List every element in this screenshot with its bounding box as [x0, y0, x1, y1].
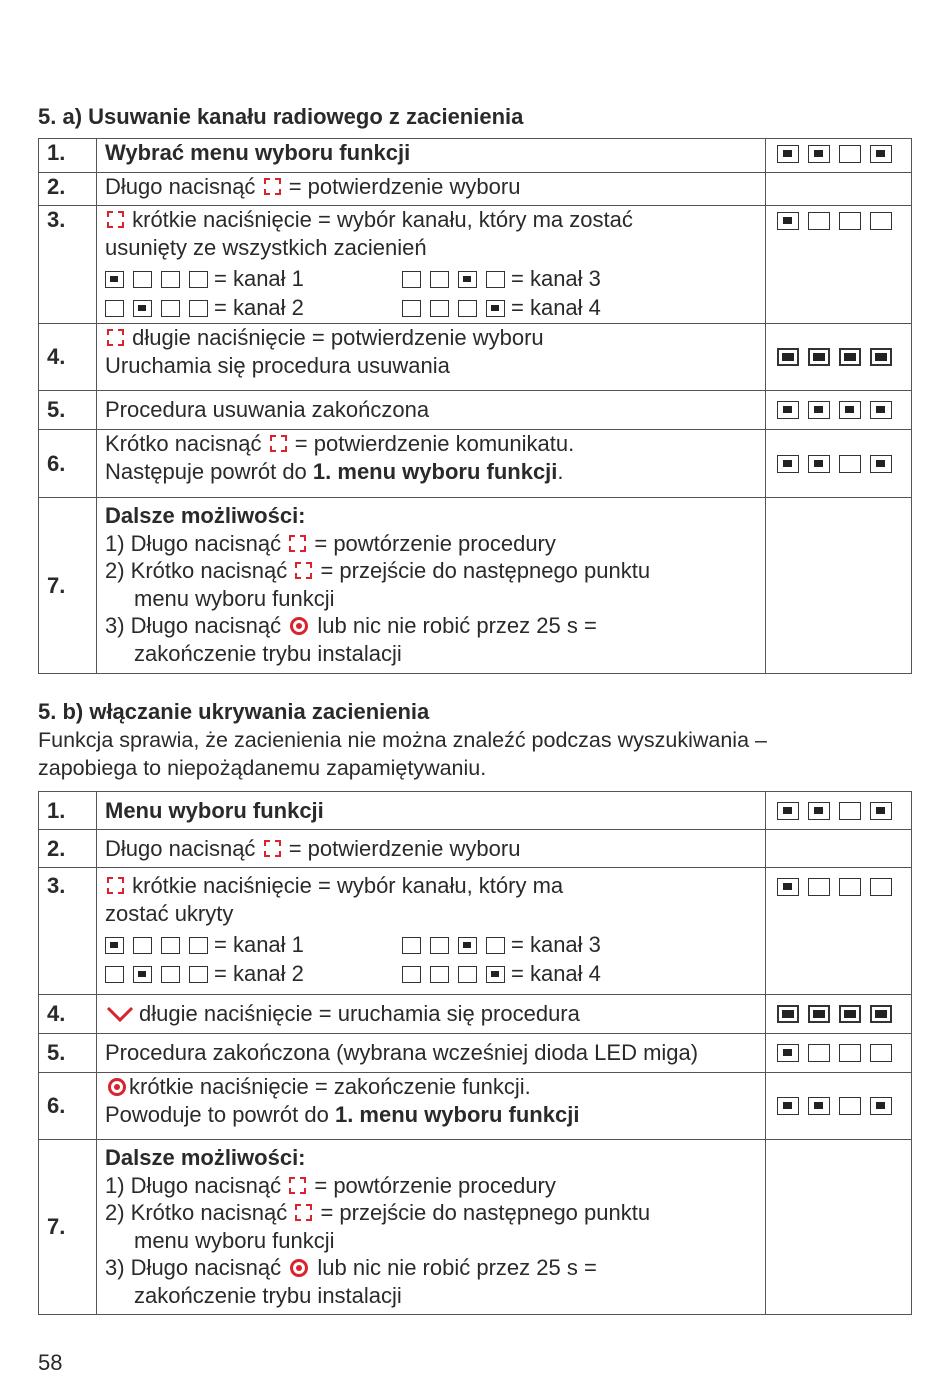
step-text: Długo nacisnąć = potwierdzenie wyboru [97, 830, 766, 868]
step-number: 5. [39, 1034, 97, 1073]
led-on-icon [808, 145, 830, 163]
step-text: Długo nacisnąć = potwierdzenie wyboru [97, 173, 766, 206]
table-row [39, 868, 912, 995]
led-indicator [766, 206, 912, 324]
table-row [39, 324, 912, 391]
table-row [39, 1073, 912, 1140]
select-button-icon [295, 562, 312, 579]
step-number: 6. [39, 1073, 97, 1140]
step-text: Dalsze możliwości: 1) Długo nacisnąć = powtórzenie procedury 2) Krótko nacisnąć = przejście do następnego punktu menu wyboru funkcji 3) Długo nacisnąć lub nic nie robić przez 25 s = zakończenie trybu instalacji [97, 498, 766, 674]
stop-button-icon [108, 1078, 126, 1096]
table-row [39, 995, 912, 1034]
step-text: długie naciśnięcie = uruchamia się procedura [97, 995, 766, 1034]
table-row [39, 139, 912, 173]
led-indicator [766, 173, 912, 206]
page-number: 58 [38, 1350, 63, 1375]
select-button-icon [295, 1204, 312, 1221]
table-row [39, 1140, 912, 1315]
led-indicator [766, 324, 912, 391]
led-indicator [766, 792, 912, 830]
table-row [39, 498, 912, 674]
chevron-down-icon [105, 1003, 135, 1025]
select-button-icon [289, 535, 306, 552]
step-number: 7. [39, 1140, 97, 1315]
channel-map: = kanał 1 = kanał 3 = kanał 2 = kanał 4 [105, 265, 761, 322]
select-button-icon [107, 877, 124, 894]
channel-map: = kanał 1 = kanał 3 = kanał 2 = kanał 4 [105, 931, 761, 988]
table-row [39, 830, 912, 868]
led-indicator [766, 430, 912, 498]
step-text: krótkie naciśnięcie = wybór kanału, który ma zostać usunięty ze wszystkich zacienień = kanał 1 = kanał 3 = kanał 2 = kanał 4 [97, 206, 766, 324]
step-text: długie naciśnięcie = potwierdzenie wyboru Uruchamia się procedura usuwania [97, 324, 766, 391]
led-indicator [766, 1073, 912, 1140]
select-button-icon [264, 840, 281, 857]
step-text: Krótko nacisnąć = potwierdzenie komunikatu. Następuje powrót do 1. menu wyboru funkcji. [97, 430, 766, 498]
step-number: 3. [39, 868, 97, 995]
select-button-icon [270, 435, 287, 452]
step-text: krótkie naciśnięcie = zakończenie funkcji. Powoduje to powrót do 1. menu wyboru funkcji [97, 1073, 766, 1140]
section-b-table [38, 791, 912, 1315]
table-row [39, 206, 912, 324]
section-b-intro-line2: zapobiega to niepożądanemu zapamiętywaniu. [38, 756, 487, 780]
led-on-icon [870, 145, 892, 163]
table-row [39, 792, 912, 830]
step-number: 1. [39, 139, 97, 173]
led-indicator [766, 391, 912, 430]
section-b-intro-line1: Funkcja sprawia, że zacienienia nie można znaleźć podczas wyszukiwania – [38, 728, 767, 752]
stop-button-icon [290, 1259, 308, 1277]
step-text: Wybrać menu wyboru funkcji [97, 139, 766, 173]
step-text: Procedura usuwania zakończona [97, 391, 766, 430]
section-b-title: 5. b) włączanie ukrywania zacienienia [38, 699, 430, 724]
step-number: 4. [39, 995, 97, 1034]
table-row [39, 173, 912, 206]
step-number: 7. [39, 498, 97, 674]
table-row [39, 391, 912, 430]
select-button-icon [264, 178, 281, 195]
led-indicator [766, 139, 912, 173]
section-a-title: 5. a) Usuwanie kanału radiowego z zacienienia [38, 104, 524, 129]
step-text: Procedura zakończona (wybrana wcześniej dioda LED miga) [97, 1034, 766, 1073]
section-a-table [38, 138, 912, 674]
step-number: 2. [39, 173, 97, 206]
table-row [39, 1034, 912, 1073]
step-text: krótkie naciśnięcie = wybór kanału, który ma zostać ukryty = kanał 1 = kanał 3 = kanał 2 = kanał 4 [97, 868, 766, 995]
led-on-icon [777, 145, 799, 163]
led-indicator [766, 830, 912, 868]
led-indicator [766, 995, 912, 1034]
led-off-icon [839, 145, 861, 163]
step-number: 4. [39, 324, 97, 391]
led-indicator [766, 498, 912, 674]
select-button-icon [107, 211, 124, 228]
select-button-icon [107, 329, 124, 346]
step-number: 1. [39, 792, 97, 830]
step-number: 2. [39, 830, 97, 868]
select-button-icon [289, 1177, 306, 1194]
step-number: 6. [39, 430, 97, 498]
step-text: Dalsze możliwości: 1) Długo nacisnąć = powtórzenie procedury 2) Krótko nacisnąć = przejście do następnego punktu menu wyboru funkcji 3) Długo nacisnąć lub nic nie robić przez 25 s = zakończenie trybu instalacji [97, 1140, 766, 1315]
stop-button-icon [290, 617, 308, 635]
led-indicator [766, 868, 912, 995]
led-indicator [766, 1034, 912, 1073]
step-number: 3. [39, 206, 97, 324]
step-number: 5. [39, 391, 97, 430]
step-text: Menu wyboru funkcji [97, 792, 766, 830]
led-indicator [766, 1140, 912, 1315]
table-row [39, 430, 912, 498]
